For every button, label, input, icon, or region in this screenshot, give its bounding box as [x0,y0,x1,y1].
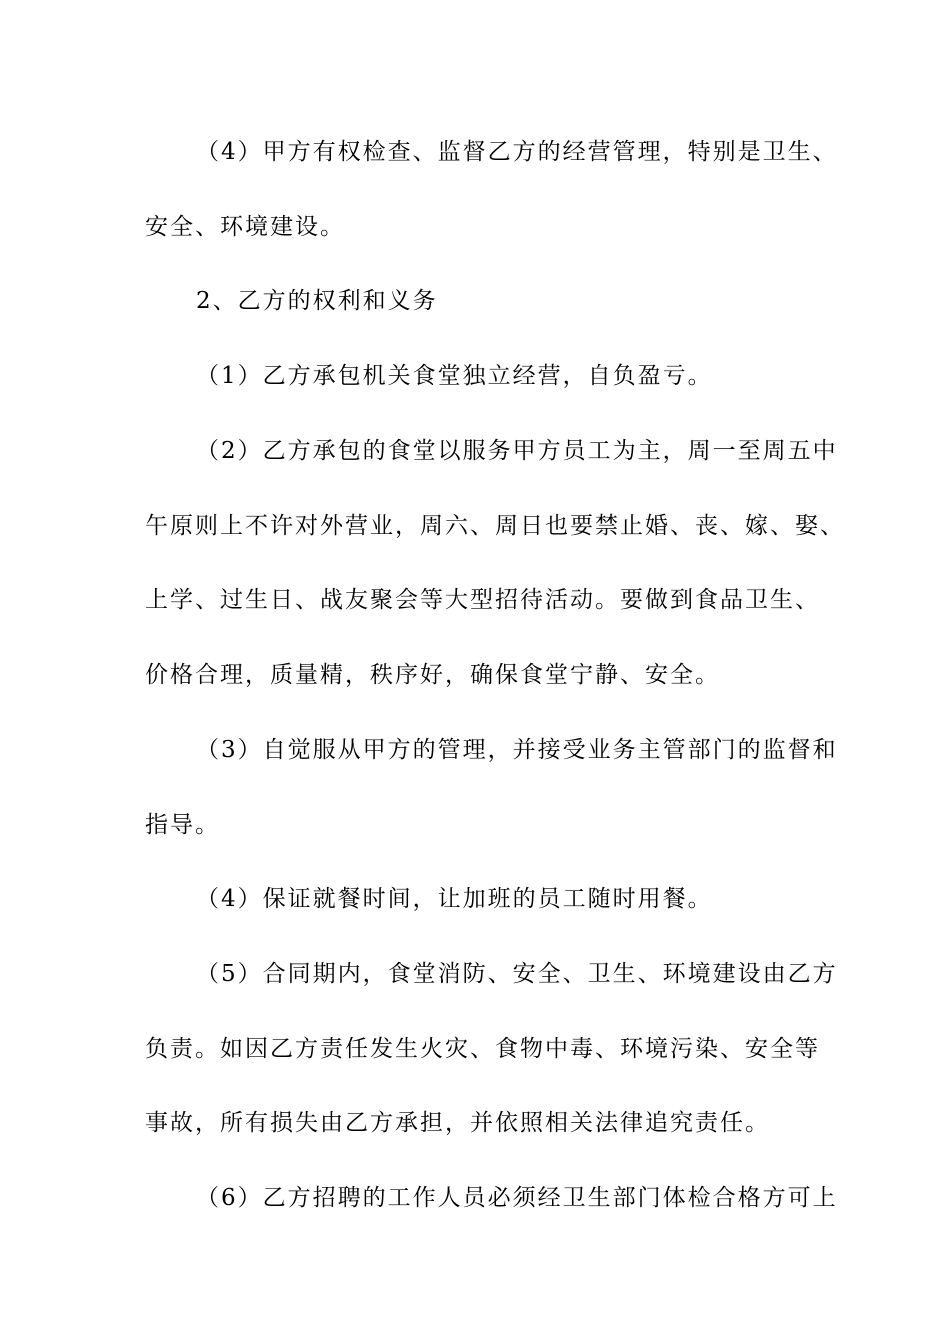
paragraph-line: （2）乙方承包的食堂以服务甲方员工为主，周一至周五中 [196,438,838,464]
paragraph-line: 事故，所有损失由乙方承担，并依照相关法律追究责任。 [145,1110,770,1136]
paragraph-line: （4）保证就餐时间，让加班的员工随时用餐。 [196,886,713,912]
paragraph-line: （5）合同期内，食堂消防、安全、卫生、环境建设由乙方 [196,961,838,987]
paragraph-line: （3）自觉服从甲方的管理，并接受业务主管部门的监督和 [196,737,838,763]
section-heading: 2、乙方的权利和义务 [196,288,438,314]
paragraph-line: 上学、过生日、战友聚会等大型招待活动。要做到食品卫生、 [145,587,820,613]
paragraph-line: 指导。 [145,812,220,838]
paragraph-line: 午原则上不许对外营业，周六、周日也要禁止婚、丧、嫁、娶、 [145,513,845,539]
paragraph-line: （4）甲方有权检查、监督乙方的经营管理，特别是卫生、 [196,139,838,165]
paragraph-line: 负责。如因乙方责任发生火灾、食物中毒、环境污染、安全等 [145,1036,820,1062]
paragraph-line: （6）乙方招聘的工作人员必须经卫生部门体检合格方可上 [196,1185,838,1211]
paragraph-line: 安全、环境建设。 [145,214,345,240]
paragraph-line: 价格合理，质量精，秩序好，确保食堂宁静、安全。 [145,662,720,688]
paragraph-line: （1）乙方承包机关食堂独立经营，自负盈亏。 [196,363,713,389]
